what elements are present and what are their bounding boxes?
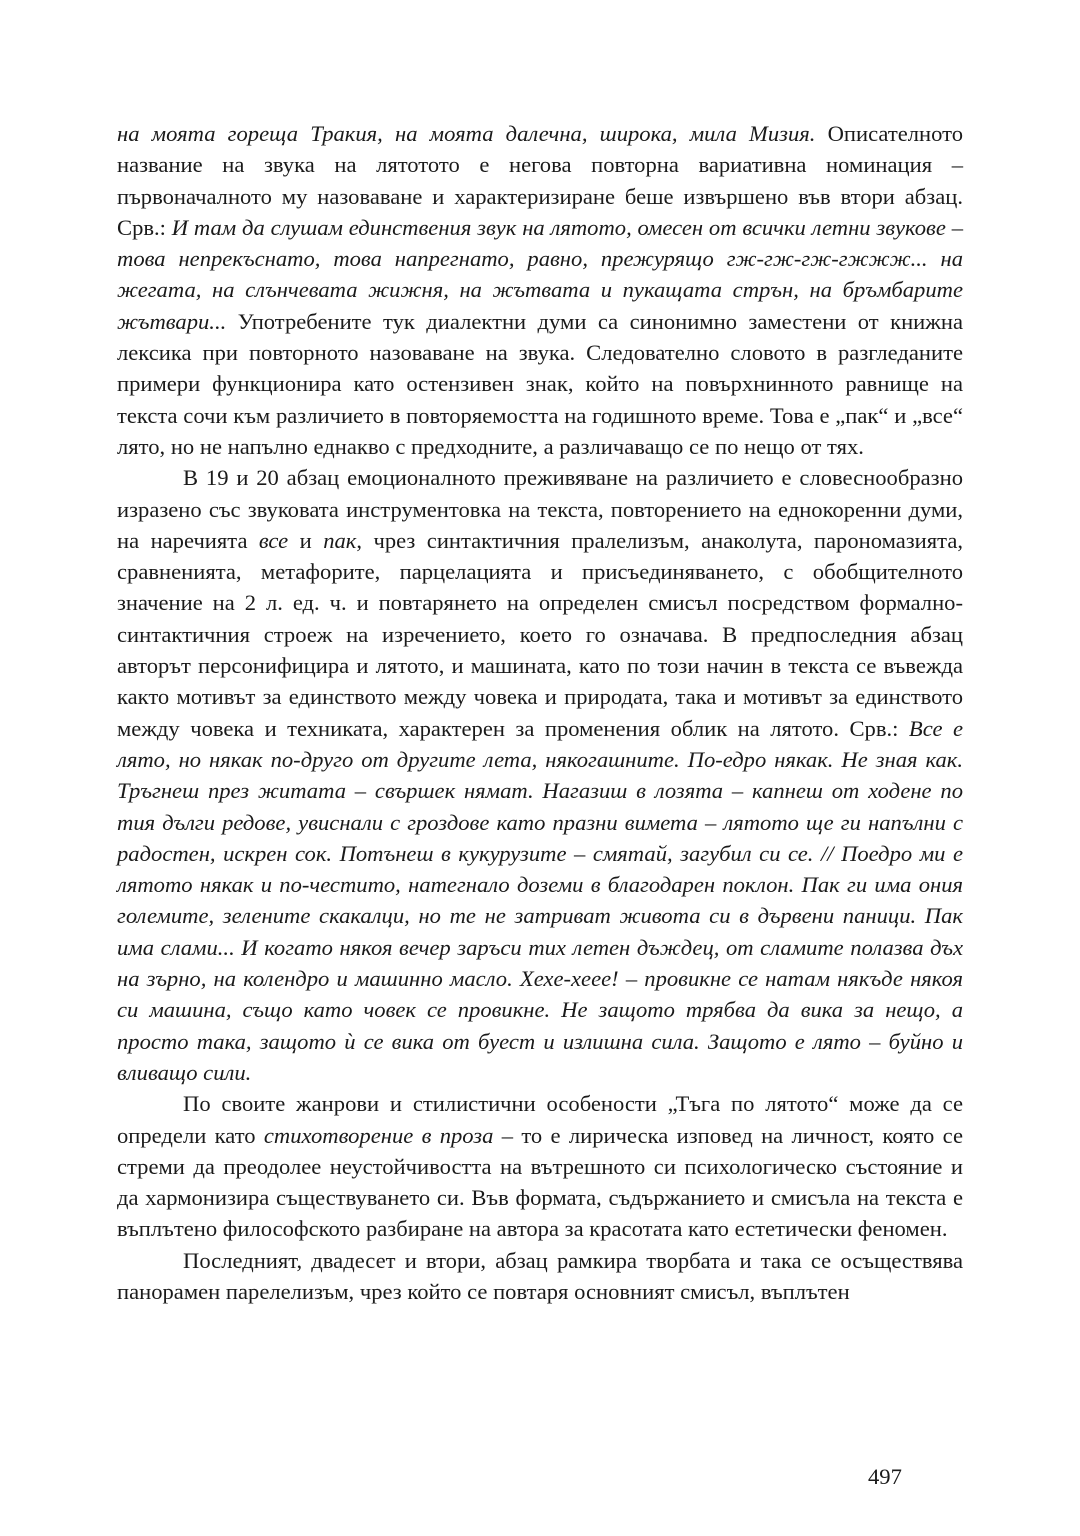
page-body [117, 118, 963, 1307]
paragraph-2 [117, 462, 963, 1088]
text-run: Описателното название на звука на лятотото е негова повторна вариативна номинация – първоначалното му назоваване и характеризиране беше извършено във втори абзац. Срв.: [117, 121, 963, 240]
text-run: Последният, двадесет и втори, абзац рамкира творбата и така се осъществява панорамен парелелизъм, чрез който се повтаря основният смисъл, въплътен [117, 1247, 963, 1304]
paragraph-1 [117, 118, 963, 462]
text-run: Употребените тук диалектни думи са синонимно заместени от книжна лексика при повторното назоваване на звука. Следователно словото в разгледаните примери функционира като остензивен знак, който на повърхнинното равнище на текста сочи към различието в повторяемостта на годишното време. Това е „пак“ и „все“ лято, но не напълно еднакво с предходните, а различаващо се по нещо от тях. [117, 308, 963, 459]
term-run: пак [323, 527, 357, 553]
text-run: По своите жанрови и стилистични особености „Тъга по лятото“ може да се определи като [117, 1091, 963, 1148]
paragraph-4 [117, 1245, 963, 1308]
text-run: – то е лирическа изповед на личност, която се стреми да преодолее неустойчивостта на вътрешното си психологическо състояние и да хармонизира съществуването си. Във формата, съдържанието и смисъла на текста е въплътено философското разбиране на автора за красотата като естетически феномен. [117, 1122, 963, 1242]
paragraph-3 [117, 1088, 963, 1244]
quote-run: И там да слушам единствения звук на лятото, омесен от всички летни звукове – това непрекъснато, това напрегнато, равно, прежурящо гж-гж-гж-гжжж... на жегата, на слънчевата жижня, на жътвата и пукащата стрън, на бръмбарите жътвари... [117, 214, 964, 334]
text-run: , чрез синтактичния пралелизъм, анаколута, парономазията, сравненията, метафорите, парцелацията и присъединяването, с обобщителното значение на 2 л. ед. ч. и повтарянето на определен смисъл посредством формално-синтактичния строеж на изречението, което го означава. В предпоследния абзац авторът персонифицира и лятото, и машината, като по този начин в текста се въвежда както мотивът за единството между човека и природата, така и мотивът за единството между човека и техниката, характерен за променения облик на лятото. Срв.: [117, 527, 963, 741]
term-run: все [258, 527, 289, 553]
quote-run: Все е лято, но някак по-друго от другите лета, някогашните. По-едро някак. Не зная как. Тръгнеш през житата – свършек нямат. Нагазиш в лозята – капнеш от ходене по тия дълги редове, увиснали с гроздове като празни вимета – лятото ще ги напълни с радостен, искрен сок. Потънеш в кукурузите – смятай, загубил си се. // Поедро ми е лятото някак и по-честито, натегнало доземи в благодарен поклон. Пак ги има ония големите, зелените скакалци, но те не затриват живота си в дървени паници. Пак има слами... И когато някоя вечер заръси тих летен дъждец, от сламите полазва дъх на зърно, на колендро и машинно масло. Хехе-хеее! – провикне се натам някъде някоя си машина, също като човек се провикне. Не защото трябва да вика за нещо, а просто така, защото ѝ се вика от буест и излишна сила. Защото е лято – буйно и вливащо сили. [117, 715, 963, 1085]
text-run: В 19 и 20 абзац емоционалното преживяване на различието е словеснообразно изразено със звуковата инструментовка на текста, повторението на еднокоренни думи, на наречията [117, 465, 963, 553]
text-run: и [288, 527, 324, 553]
page-number: 497 [868, 1464, 902, 1489]
quote-run: на моята гореща Тракия, на моята далечна, широка, мила Мизия. [117, 121, 816, 146]
term-run: стихотворение в проза [263, 1122, 494, 1148]
